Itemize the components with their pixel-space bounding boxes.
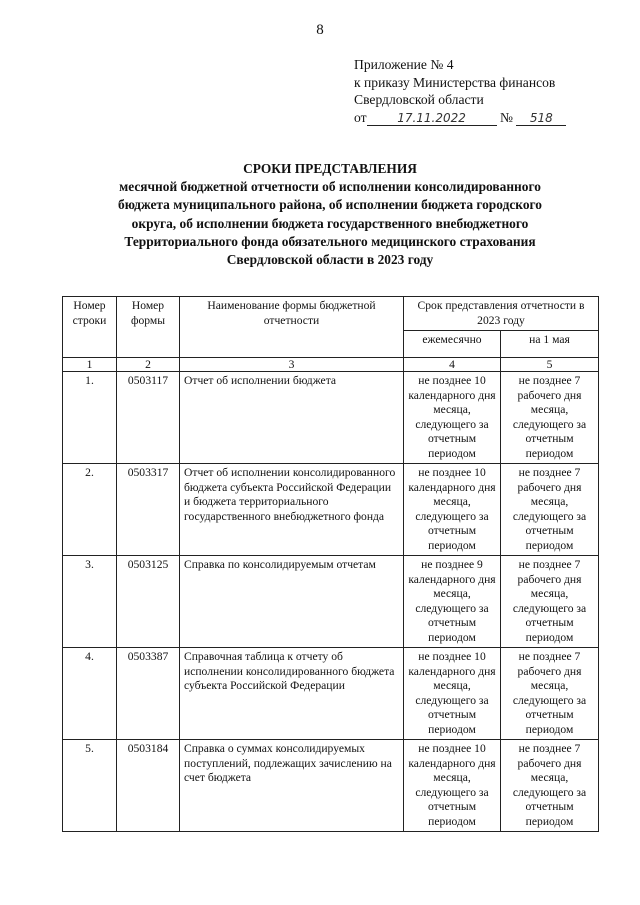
monthly-deadline: не позднее 10 календарного дня месяца, следующего за отчетным периодом — [404, 464, 501, 556]
header-monthly: ежемесячно — [404, 331, 501, 358]
appendix-order: к приказу Министерства финансов — [354, 74, 556, 90]
title-line-3: бюджета муниципального района, об исполнении бюджета городского — [118, 197, 542, 213]
appendix-region: Свердловской области — [354, 92, 484, 107]
form-code: 0503184 — [117, 740, 180, 832]
header-deadline: Срок представления отчетности в 2023 году — [404, 297, 599, 331]
may1-deadline: не позднее 7 рабочего дня месяца, следующего за отчетным периодом — [501, 372, 599, 464]
form-code: 0503117 — [117, 372, 180, 464]
title-line-2: месячной бюджетной отчетности об исполнении консолидированного — [119, 179, 541, 195]
form-code: 0503317 — [117, 464, 180, 556]
table-row — [63, 372, 599, 464]
table-row — [63, 464, 599, 556]
may1-deadline: не позднее 7 рабочего дня месяца, следующего за отчетным периодом — [501, 464, 599, 556]
column-number: 5 — [501, 358, 599, 372]
deadlines-table — [62, 296, 599, 832]
form-name: Справочная таблица к отчету об исполнении консолидированного бюджета субъекта Российской Федерации — [180, 648, 404, 740]
handwritten-date: 17.11.2022 — [367, 112, 497, 126]
form-code: 0503125 — [117, 556, 180, 648]
column-number: 1 — [63, 358, 117, 372]
appendix-date-number — [354, 109, 566, 127]
form-name: Справка по консолидируемым отчетам — [180, 556, 404, 648]
monthly-deadline: не позднее 10 календарного дня месяца, следующего за отчетным периодом — [404, 740, 501, 832]
row-number: 1. — [63, 372, 117, 464]
appendix-block — [354, 56, 566, 126]
form-name: Отчет об исполнении консолидированного бюджета субъекта Российской Федерации и бюджета территориального государственного внебюджетного фонда — [180, 464, 404, 556]
date-prefix: от — [354, 109, 367, 125]
may1-deadline: не позднее 7 рабочего дня месяца, следующего за отчетным периодом — [501, 740, 599, 832]
header-may1: на 1 мая — [501, 331, 599, 358]
header-form-number: Номер формы — [117, 297, 180, 358]
title-line-4: округа, об исполнении бюджета государственного внебюджетного — [131, 215, 529, 231]
column-number: 3 — [180, 358, 404, 372]
row-number: 5. — [63, 740, 117, 832]
number-prefix: № — [499, 109, 513, 125]
title-line-5: Территориального фонда обязательного медицинского страхования — [124, 233, 536, 249]
table-row — [63, 556, 599, 648]
row-number: 3. — [63, 556, 117, 648]
column-number: 2 — [117, 358, 180, 372]
title-line-1: СРОКИ ПРЕДСТАВЛЕНИЯ — [243, 161, 417, 176]
header-row-number: Номер строки — [63, 297, 117, 358]
form-name: Справка о суммах консолидируемых поступлений, подлежащих зачислению на счет бюджета — [180, 740, 404, 832]
header-form-name: Наименование формы бюджетной отчетности — [180, 297, 404, 358]
document-title — [70, 160, 590, 269]
table-row — [63, 648, 599, 740]
form-name: Отчет об исполнении бюджета — [180, 372, 404, 464]
table-row — [63, 740, 599, 832]
monthly-deadline: не позднее 9 календарного дня месяца, следующего за отчетным периодом — [404, 556, 501, 648]
monthly-deadline: не позднее 10 календарного дня месяца, следующего за отчетным периодом — [404, 372, 501, 464]
page-number: 8 — [316, 22, 324, 38]
handwritten-number: 518 — [516, 112, 566, 126]
may1-deadline: не позднее 7 рабочего дня месяца, следующего за отчетным периодом — [501, 556, 599, 648]
monthly-deadline: не позднее 10 календарного дня месяца, следующего за отчетным периодом — [404, 648, 501, 740]
may1-deadline: не позднее 7 рабочего дня месяца, следующего за отчетным периодом — [501, 648, 599, 740]
row-number: 2. — [63, 464, 117, 556]
title-line-6: Свердловской области в 2023 году — [226, 252, 434, 268]
column-number: 4 — [404, 358, 501, 372]
row-number: 4. — [63, 648, 117, 740]
form-code: 0503387 — [117, 648, 180, 740]
appendix-title: Приложение № 4 — [354, 57, 454, 72]
